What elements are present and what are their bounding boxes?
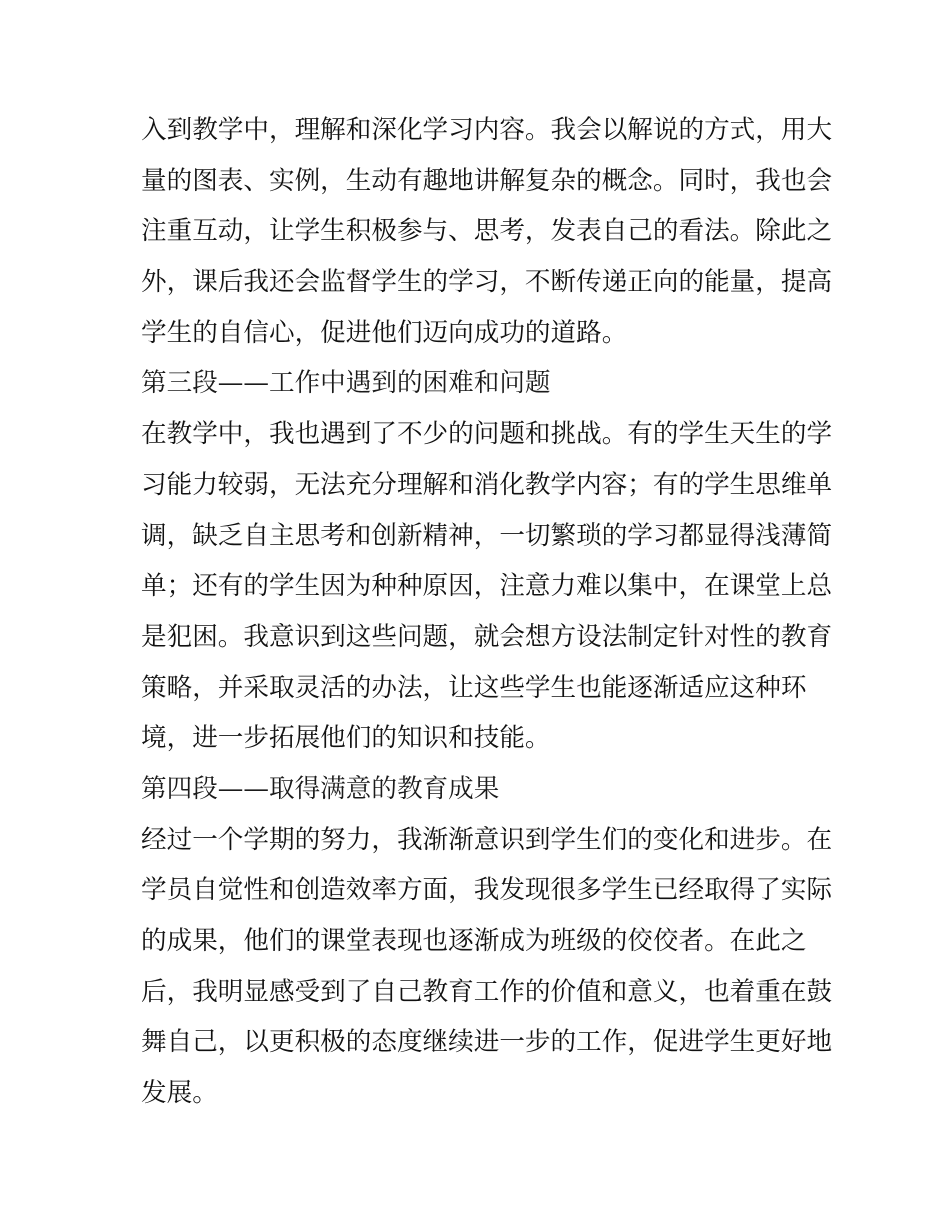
- text-line: 习能力较弱，无法充分理解和消化教学内容；有的学生思维单: [141, 469, 833, 500]
- text-line: 是犯困。我意识到这些问题，就会想方设法制定针对性的教育: [141, 621, 833, 652]
- text-line: 调，缺乏自主思考和创新精神，一切繁琐的学习都显得浅薄简: [141, 520, 833, 551]
- text-line: 境，进一步拓展他们的知识和技能。: [141, 723, 551, 754]
- section-heading: 第四段——取得满意的教育成果: [141, 773, 500, 804]
- section-heading: 第三段——工作中遇到的困难和问题: [141, 368, 551, 399]
- text-line: 学生的自信心，促进他们迈向成功的道路。: [141, 317, 628, 348]
- text-line: 单；还有的学生因为种种原因，注意力难以集中，在课堂上总: [141, 571, 833, 602]
- text-line: 的成果，他们的课堂表现也逐渐成为班级的佼佼者。在此之: [141, 926, 807, 956]
- text-line: 注重互动，让学生积极参与、思考，发表自己的看法。除此之: [141, 216, 833, 247]
- text-line: 策略，并采取灵活的办法，让这些学生也能逐渐适应这种环: [141, 672, 807, 703]
- text-line: 后，我明显感受到了自己教育工作的价值和意义，也着重在鼓: [141, 976, 833, 1007]
- text-line: 发展。: [141, 1078, 218, 1109]
- text-line: 入到教学中，理解和深化学习内容。我会以解说的方式，用大: [141, 115, 833, 145]
- text-line: 外，课后我还会监督学生的学习，不断传递正向的能量，提高: [141, 267, 833, 298]
- document-page: [141, 105, 833, 1119]
- text-line: 学员自觉性和创造效率方面，我发现很多学生已经取得了实际: [141, 875, 833, 906]
- text-line: 经过一个学期的努力，我渐渐意识到学生们的变化和进步。在: [141, 824, 833, 855]
- text-line: 量的图表、实例，生动有趣地讲解复杂的概念。同时，我也会: [141, 165, 833, 196]
- text-line: 在教学中，我也遇到了不少的问题和挑战。有的学生天生的学: [141, 419, 833, 450]
- text-line: 舞自己，以更积极的态度继续进一步的工作，促进学生更好地: [141, 1027, 833, 1058]
